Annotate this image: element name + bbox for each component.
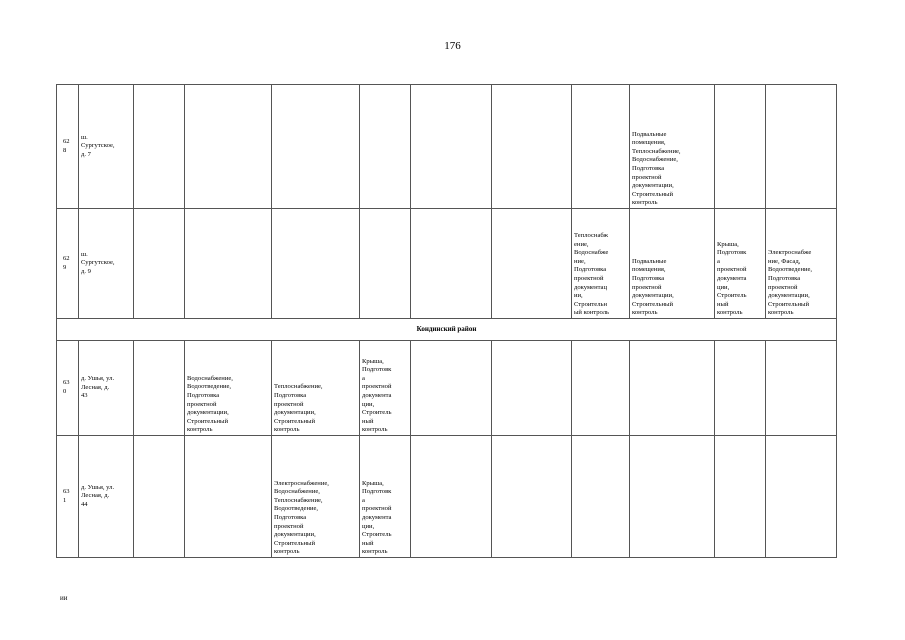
work-cell	[572, 436, 630, 558]
row-number: 63 0	[57, 341, 79, 436]
table-row	[57, 209, 837, 319]
work-cell: Крыша, Подготовк а проектной документа ции, Строитель ный контроль	[360, 436, 411, 558]
table-row	[57, 341, 837, 436]
work-cell	[492, 209, 572, 319]
work-cell	[185, 85, 272, 209]
work-cell	[572, 85, 630, 209]
footer-mark: ии	[60, 594, 68, 602]
row-number: 62 9	[57, 209, 79, 319]
work-cell: Подвальные помещения, Подготовка проектной документации, Строительный контроль	[630, 209, 715, 319]
work-cell	[411, 436, 492, 558]
work-cell	[185, 209, 272, 319]
work-cell: Крыша, Подготовк а проектной документа ции, Строитель ный контроль	[715, 209, 766, 319]
register-table	[56, 84, 837, 558]
row-number: 62 8	[57, 85, 79, 209]
work-cell	[272, 85, 360, 209]
work-cell: Подвальные помещения, Теплоснабжение, Водоснабжение, Подготовка проектной документации, Строительный контроль	[630, 85, 715, 209]
work-cell	[766, 85, 837, 209]
work-cell	[492, 85, 572, 209]
work-cell	[134, 436, 185, 558]
work-cell	[134, 85, 185, 209]
work-cell	[360, 85, 411, 209]
work-cell: Теплоснабжение, Подготовка проектной документации, Строительный контроль	[272, 341, 360, 436]
work-cell	[134, 341, 185, 436]
page-number: 176	[444, 40, 461, 52]
work-cell: Электроснабжение, Водоснабжение, Теплоснабжение, Водоотведение, Подготовка проектной документации, Строительный контроль	[272, 436, 360, 558]
work-cell	[715, 436, 766, 558]
work-cell	[411, 209, 492, 319]
work-cell: Электроснабже ние, Фасад, Водоотведение, Подготовка проектной документации, Строительный контроль	[766, 209, 837, 319]
work-cell	[572, 341, 630, 436]
address-cell: д. Ушья, ул. Лесная, д. 44	[79, 436, 134, 558]
work-cell	[185, 436, 272, 558]
work-cell	[492, 436, 572, 558]
address-cell: ш. Сургутское, д. 9	[79, 209, 134, 319]
work-cell	[766, 436, 837, 558]
work-cell	[134, 209, 185, 319]
table-row	[57, 436, 837, 558]
table-row	[57, 85, 837, 209]
district-row	[57, 319, 837, 341]
work-cell	[360, 209, 411, 319]
work-cell: Водоснабжение, Водоотведение, Подготовка проектной документации, Строительный контроль	[185, 341, 272, 436]
row-number: 63 1	[57, 436, 79, 558]
work-cell	[766, 341, 837, 436]
work-cell	[715, 341, 766, 436]
address-cell: д. Ушья, ул. Лесная, д. 43	[79, 341, 134, 436]
work-cell	[272, 209, 360, 319]
district-heading: Кондинский район	[57, 319, 837, 341]
address-cell: ш. Сургутское, д. 7	[79, 85, 134, 209]
work-cell	[630, 341, 715, 436]
work-cell: Теплоснабж ение, Водоснабже ние, Подготовка проектной документац ии, Строительн ый контроль	[572, 209, 630, 319]
work-cell	[630, 436, 715, 558]
work-cell	[492, 341, 572, 436]
work-cell	[411, 341, 492, 436]
work-cell	[715, 85, 766, 209]
work-cell	[411, 85, 492, 209]
work-cell: Крыша, Подготовк а проектной документа ции, Строитель ный контроль	[360, 341, 411, 436]
